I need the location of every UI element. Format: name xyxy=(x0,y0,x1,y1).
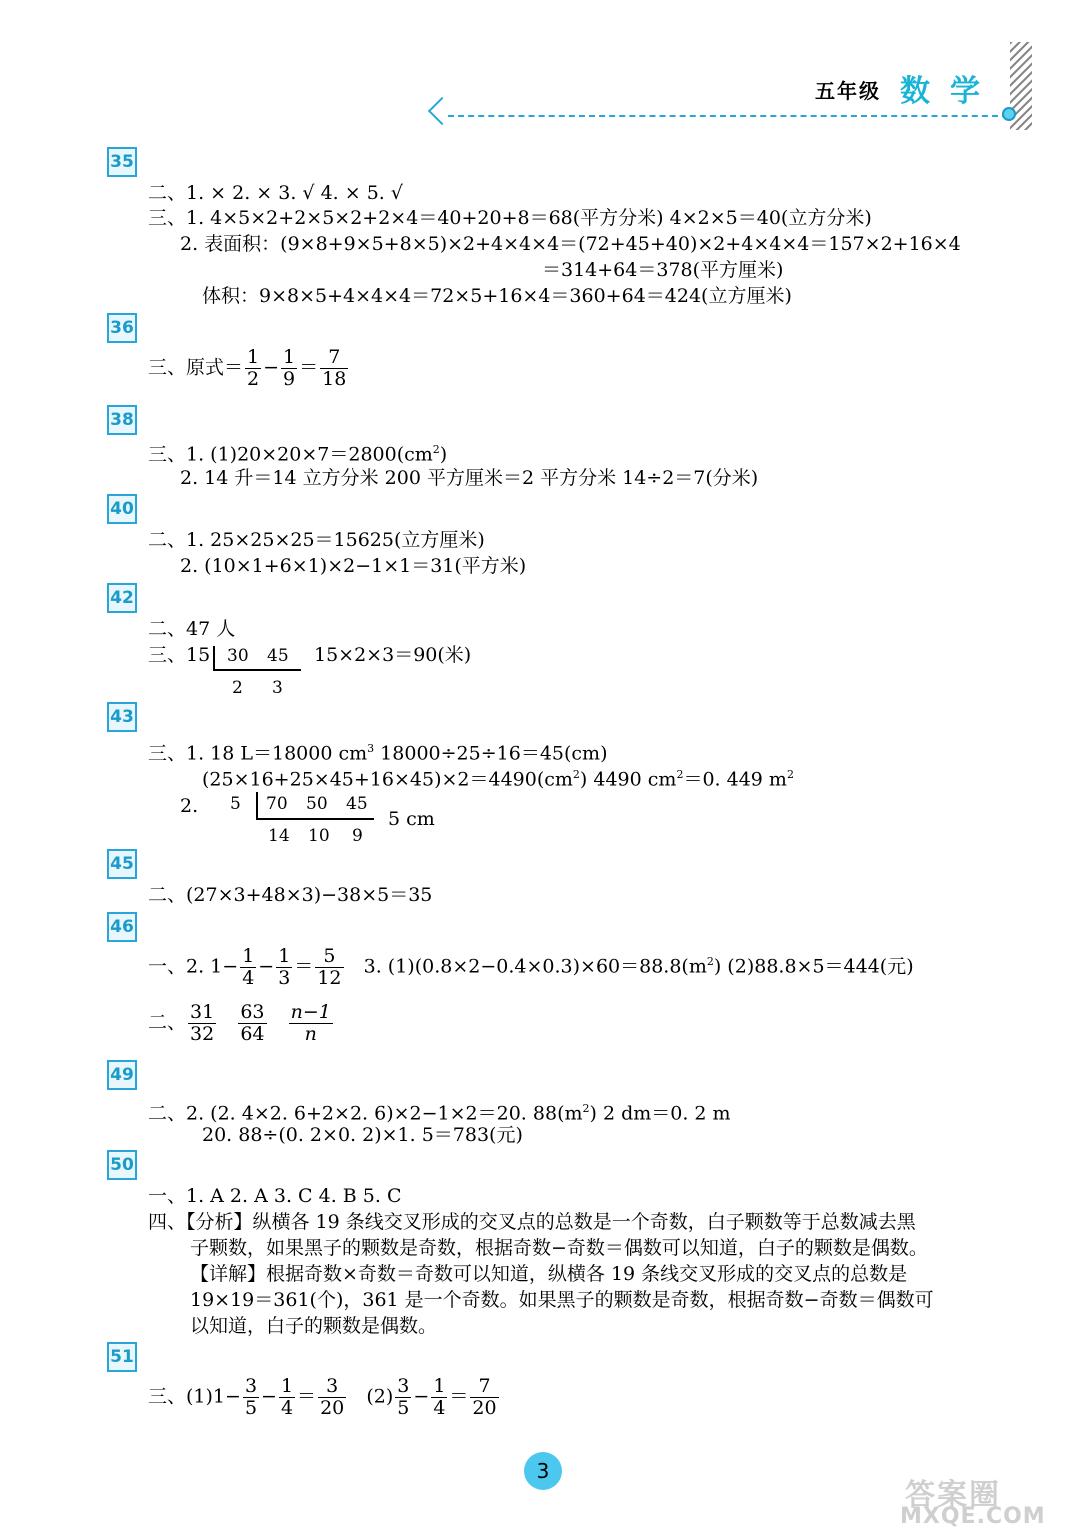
dividend: 30 xyxy=(227,646,249,666)
fraction: $\frac{n-1}{n}$ xyxy=(290,1001,331,1045)
fraction: $\frac{31}{32}$ xyxy=(190,1001,215,1045)
header-grade: 五年级 xyxy=(815,79,881,103)
quotient: 14 xyxy=(268,826,290,846)
header-subject: 数学 xyxy=(900,74,1000,109)
answer-line: 二、(27×3+48×3)−38×5＝35 xyxy=(148,884,433,906)
answer-text: 三、原式＝ xyxy=(148,356,244,379)
dividend: 50 xyxy=(306,794,328,814)
page-ref-51: 51 xyxy=(107,1342,137,1372)
fraction: $\frac{1}{4}$ xyxy=(433,1375,446,1419)
answer-line: 三、15 xyxy=(148,644,211,666)
answer-line: 三、1. $(1)20\times 20\times 7=2800(cm^2)$ xyxy=(148,443,448,466)
fraction: $\frac{1}{3}$ xyxy=(278,945,291,989)
quotient: 10 xyxy=(308,826,330,846)
answer-line: 2. (10×1+6×1)×2−1×1＝31(平方米) xyxy=(180,555,527,577)
watermark-logo: 答案圈 xyxy=(905,1478,1001,1513)
dividend: 45 xyxy=(346,794,368,814)
page-ref-38: 38 xyxy=(107,405,137,435)
answer-line: 2. 14 升＝14 立方分米 200 平方厘米＝2 平方分米 14÷2＝7(分米) xyxy=(180,467,759,489)
answer-line: 以知道，白子的颗数是偶数。 xyxy=(190,1315,438,1337)
fraction: $\frac{7}{20}$ xyxy=(472,1375,497,1419)
page-ref-46: 46 xyxy=(107,912,137,942)
page-ref-43: 43 xyxy=(107,702,137,732)
fraction: $\frac{3}{5}$ xyxy=(397,1375,410,1419)
answer-line: 三、1. 18 L＝18000 $cm^3$ 18000÷25÷16＝45(cm) xyxy=(148,742,608,765)
answer-line: 三、1. 4×5×2+2×5×2+2×4＝40+20+8＝68(平方分米) 4×2×5＝40(立方分米) xyxy=(148,207,872,229)
divisor: 5 xyxy=(230,794,241,814)
division-bar xyxy=(213,646,215,670)
answer-line: 【详解】根据奇数×奇数＝奇数可以知道，纵横各 19 条线交叉形成的交叉点的总数是 xyxy=(190,1263,908,1285)
answer-line: ＝314+64＝378(平方厘米) xyxy=(542,259,784,281)
answer-line: 二、47 人 xyxy=(148,618,236,640)
answer-line: 15×2×3＝90(米) xyxy=(314,644,472,666)
fraction: $\frac{1}{2}$ xyxy=(247,346,260,390)
answer-line: 一、1. A 2. A 3. C 4. B 5. C xyxy=(148,1185,402,1207)
fraction: $\frac{3}{20}$ xyxy=(320,1375,345,1419)
fraction: $\frac{5}{12}$ xyxy=(317,945,342,989)
answer-line: 二、1. 25×25×25＝15625(立方厘米) xyxy=(148,529,485,551)
fraction: $\frac{1}{4}$ xyxy=(280,1375,294,1419)
answer-line: 一、2. 1− $\frac{1}{4}$ − $\frac{1}{3}$ ＝ $\frac{5}{12}$ 3. $(1)(0.8\times 2-0.4\times 0.3)\times 60=88.8(m^2)$ (2)88.8×5＝444(元) xyxy=(148,945,914,989)
arrow-left-icon xyxy=(428,97,456,125)
watermark-url: MXQE.COM xyxy=(900,1504,1046,1529)
dividend: 70 xyxy=(266,794,288,814)
fraction: $\frac{1}{9}$ xyxy=(283,346,296,390)
answer-line: 四、【分析】纵横各 19 条线交叉形成的交叉点的总数是一个奇数，白子颗数等于总数减去黑 xyxy=(148,1211,916,1233)
quotient: 9 xyxy=(352,826,363,846)
page-ref-36: 36 xyxy=(107,313,137,343)
answer-line: $(25\times 16+25\times 45+16\times 45)\times 2=4490(cm^2)$ 4490 $cm^2=0$. 449 $m^2$ xyxy=(202,768,794,791)
fraction: $\frac{7}{18}$ xyxy=(322,346,347,390)
answer-line: 二、2. (2. 4×2. 6+2×2. 6)×2−1×2＝20. $88(m^2)$ 2 dm＝0. 2 m xyxy=(148,1102,731,1125)
page-number: 3 xyxy=(524,1452,562,1490)
header-divider xyxy=(448,115,1008,117)
division-line xyxy=(213,669,301,671)
page-ref-42: 42 xyxy=(107,583,137,613)
answer-line: 体积：9×8×5+4×4×4＝72×5+16×4＝360+64＝424(立方厘米) xyxy=(202,285,792,307)
answer-line: 20. 88÷(0. 2×0. 2)×1. 5＝783(元) xyxy=(202,1124,523,1146)
fraction: $\frac{3}{5}$ xyxy=(244,1375,258,1419)
answer-line: 19×19＝361(个)，361 是一个奇数。如果黑子的颗数是奇数，根据奇数−奇数＝偶数可 xyxy=(190,1289,934,1311)
answer-line: 2. 表面积：(9×8+9×5+8×5)×2+4×4×4＝(72+45+40)×2+4×4×4＝157×2+16×4 xyxy=(180,233,961,255)
page-ref-50: 50 xyxy=(107,1150,137,1180)
quotient: 3 xyxy=(272,678,283,698)
answer-line: 子颗数，如果黑子的颗数是奇数，根据奇数−奇数＝偶数可以知道，白子的颗数是偶数。 xyxy=(190,1237,928,1259)
answer-line: 三、(1)1− $\frac{3}{5}$ − $\frac{1}{4}$ ＝ $\frac{3}{20}$ (2) $\frac{3}{5}$ − $\frac{1}{4}$ ＝ $\frac{7}{20}$ xyxy=(148,1375,497,1419)
division-bar xyxy=(256,792,258,818)
quotient: 2 xyxy=(232,678,243,698)
answer-line: 5 cm xyxy=(388,808,435,830)
answer-line: 二、 $\frac{31}{32}$ $\frac{63}{64}$ $\frac{n-1}{n}$ xyxy=(148,1001,331,1045)
division-line xyxy=(256,818,374,820)
page-ref-35: 35 xyxy=(107,147,137,177)
answer-line: 2. xyxy=(180,795,199,817)
dividend: 45 xyxy=(267,646,289,666)
page-ref-45: 45 xyxy=(107,849,137,879)
fraction: $\frac{63}{64}$ xyxy=(240,1001,265,1045)
answer-line: 二、1. × 2. × 3. √ 4. × 5. √ xyxy=(148,182,403,204)
answer-line: 三、原式＝ $\frac{1}{2}$ − $\frac{1}{9}$ ＝ $\frac{7}{18}$ xyxy=(148,346,347,390)
fraction: $\frac{1}{4}$ xyxy=(242,945,255,989)
page-ref-49: 49 xyxy=(107,1060,137,1090)
page-ref-40: 40 xyxy=(107,494,137,524)
dot-icon xyxy=(1002,107,1016,121)
